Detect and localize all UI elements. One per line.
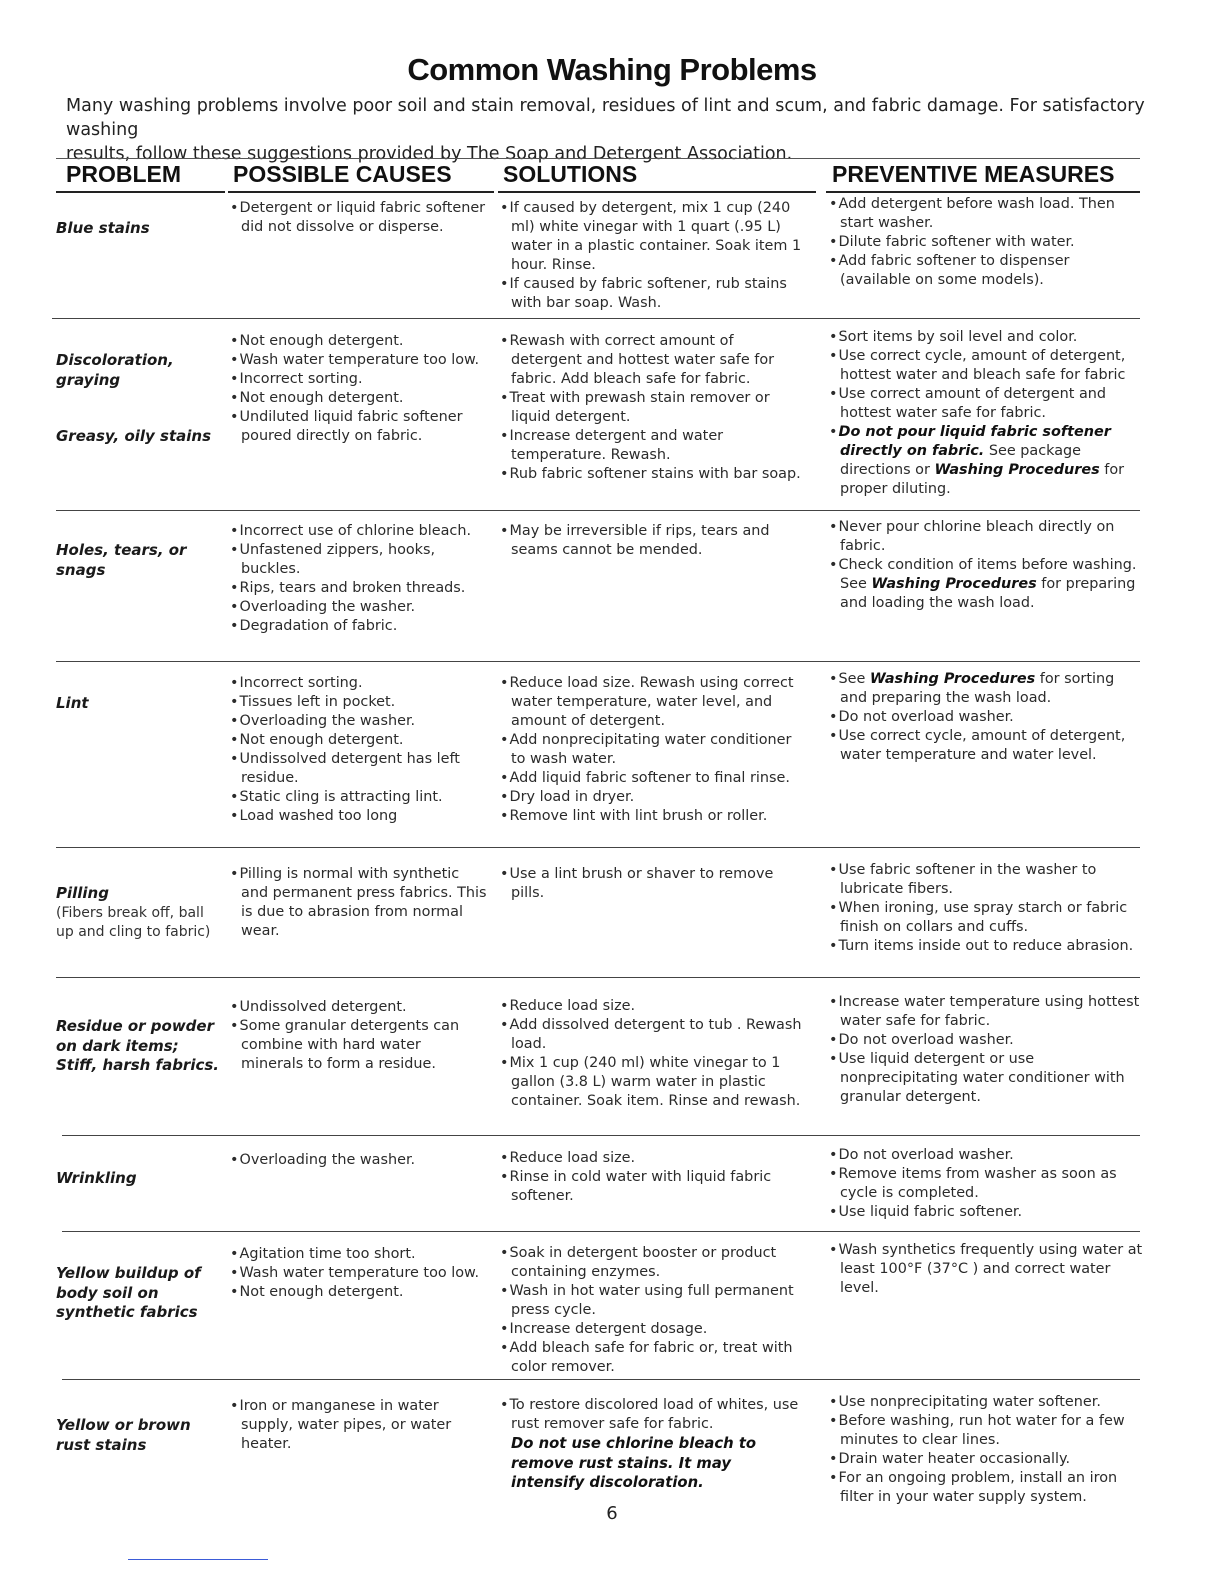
list-item: • Degradation of fabric. — [230, 617, 480, 636]
page-title: Common Washing Problems — [407, 52, 817, 87]
list-item: • Detergent or liquid fabric softener did not dissolve or disperse. — [230, 199, 488, 237]
list-item: • Dilute fabric softener with water. — [829, 233, 1144, 252]
rust-warning: Do not use chlorine bleach to remove rust stains. It may intensify discoloration. — [511, 1435, 757, 1491]
causes-wrinkling — [230, 1151, 480, 1170]
list-item: • Do not overload washer. — [829, 708, 1144, 727]
plain-text: for sorting and preparing the wash load. — [840, 671, 1115, 706]
list-item — [829, 423, 1144, 499]
problem-line: Discoloration, — [56, 351, 174, 369]
list-item: • Overloading the washer. — [230, 1151, 480, 1170]
list-item: • If caused by detergent, mix 1 cup (240 ml) white vinegar with 1 quart (.95 L) water in a plastic container. Soak item 1 hour. Rinse. — [500, 199, 802, 275]
preventive-rust-stains — [829, 1393, 1144, 1507]
washing-procedures-reference: Washing Procedures — [869, 671, 1036, 687]
list-item: • Not enough detergent. — [230, 332, 480, 351]
causes-lint — [230, 674, 480, 826]
problem-lint: Lint — [56, 694, 89, 712]
preventive-wrinkling — [829, 1146, 1144, 1222]
list-item: • Undissolved detergent. — [230, 998, 480, 1017]
list-item: • For an ongoing problem, install an iron filter in your water supply system. — [829, 1469, 1144, 1507]
row-divider — [56, 661, 1140, 662]
header-possible-causes: POSSIBLE CAUSES — [233, 161, 452, 187]
list-item: • Rewash with correct amount of detergent and hottest water safe for fabric. Add bleach safe for fabric. — [500, 332, 802, 389]
list-item: • Increase water temperature using hottest water safe for fabric. — [829, 993, 1144, 1031]
list-item: • Rinse in cold water with liquid fabric softener. — [500, 1168, 790, 1206]
problem-line: Residue or powder — [56, 1017, 214, 1035]
list-item: • Do not overload washer. — [829, 1031, 1144, 1050]
plain-text: See — [840, 576, 872, 592]
problem-line: Yellow buildup of — [56, 1264, 201, 1282]
row-divider — [52, 318, 1140, 319]
list-item: • Check condition of items before washing. — [829, 556, 1144, 575]
plain-text: for preparing and loading the wash load. — [840, 576, 1136, 611]
problem-line: graying — [56, 370, 121, 389]
solutions-residue — [500, 997, 802, 1111]
list-item: • Wash water temperature too low. — [230, 351, 480, 370]
list-item: • Pilling is normal with synthetic and permanent press fabrics. This is due to abrasion from normal wear. — [230, 865, 488, 941]
list-item: • Use fabric softener in the washer to lubricate fibers. — [829, 861, 1144, 899]
problem-holes-tears-snags: Holes, tears, or snags — [56, 541, 187, 579]
problem-discoloration — [56, 351, 221, 447]
list-item: • If caused by fabric softener, rub stains with bar soap. Wash. — [500, 275, 802, 313]
list-item: • To restore discolored load of whites, use rust remover safe for fabric. — [500, 1396, 802, 1434]
list-item: • May be irreversible if rips, tears and seams cannot be mended. — [500, 522, 790, 560]
row-divider — [56, 977, 1140, 978]
causes-holes — [230, 522, 480, 636]
solutions-wrinkling — [500, 1149, 790, 1206]
causes-residue — [230, 998, 480, 1074]
row-divider — [62, 1379, 1140, 1380]
problem-pilling-description: (Fibers break off, ball up and cling to fabric) — [56, 904, 211, 940]
list-item: • Reduce load size. — [500, 1149, 790, 1168]
list-item: • Use correct amount of detergent and hottest water safe for fabric. — [829, 385, 1144, 423]
list-item: • Use nonprecipitating water softener. — [829, 1393, 1144, 1412]
problem-residue — [56, 1017, 221, 1076]
list-item: • Undiluted liquid fabric softener poured directly on fabric. — [230, 408, 480, 446]
list-item: • Add detergent before wash load. Then start washer. — [829, 195, 1144, 233]
problem-rust-stains — [56, 1416, 221, 1455]
list-item: • Add bleach safe for fabric or, treat with color remover. — [500, 1339, 802, 1377]
problem-line: body soil on — [56, 1283, 159, 1302]
list-item: • Not enough detergent. — [230, 1283, 480, 1302]
preventive-pilling — [829, 861, 1144, 956]
washing-procedures-reference: Washing Procedures — [934, 462, 1100, 478]
list-item: • Incorrect sorting. — [230, 674, 480, 693]
list-item: • Wash water temperature too low. — [230, 1264, 480, 1283]
list-item: • Incorrect use of chlorine bleach. — [230, 522, 480, 541]
washing-procedures-reference: Washing Procedures — [871, 576, 1037, 592]
causes-rust-stains — [230, 1397, 480, 1454]
list-item: • When ironing, use spray starch or fabric finish on collars and cuffs. — [829, 899, 1144, 937]
list-item: • Use correct cycle, amount of detergent, water temperature and water level. — [829, 727, 1144, 765]
list-item: • Rub fabric softener stains with bar soap. — [500, 465, 802, 484]
row-divider — [62, 1231, 1140, 1232]
list-item: • Undissolved detergent has left residue. — [230, 750, 480, 788]
list-item: • Reduce load size. Rewash using correct water temperature, water level, and amount of detergent. — [500, 674, 802, 731]
list-item: • Remove lint with lint brush or roller. — [500, 807, 802, 826]
list-item: • Reduce load size. — [500, 997, 802, 1016]
list-item: • Soak in detergent booster or product containing enzymes. — [500, 1244, 802, 1282]
list-item: • Add liquid fabric softener to final rinse. — [500, 769, 802, 788]
plain-text: for proper diluting. — [840, 462, 1125, 497]
list-item: • Overloading the washer. — [230, 598, 480, 617]
problem-wrinkling: Wrinkling — [56, 1169, 137, 1187]
list-item: • Wash synthetics frequently using water at least 100°F (37°C ) and correct water level. — [829, 1241, 1147, 1298]
preventive-holes — [829, 518, 1144, 613]
row-divider — [56, 510, 1140, 511]
solutions-blue-stains — [500, 199, 802, 313]
page-number: 6 — [606, 1503, 618, 1524]
problem-blue-stains: Blue stains — [56, 219, 150, 237]
list-item: • Wash in hot water using full permanent press cycle. — [500, 1282, 802, 1320]
emphasis-text: Do not pour liquid fabric softener directly on fabric. — [838, 424, 1111, 459]
list-item: • Use liquid detergent or use nonprecipitating water conditioner with granular detergent. — [829, 1050, 1144, 1107]
header-rule-problem — [56, 191, 225, 193]
list-item: • Before washing, run hot water for a few minutes to clear lines. — [829, 1412, 1144, 1450]
header-preventive-measures: PREVENTIVE MEASURES — [832, 161, 1115, 187]
list-item: • Agitation time too short. — [230, 1245, 480, 1264]
list-item: • Add nonprecipitating water conditioner to wash water. — [500, 731, 802, 769]
list-item: • Some granular detergents can combine with hard water minerals to form a residue. — [230, 1017, 480, 1074]
problem-line: on dark items; — [56, 1036, 179, 1055]
list-item: • Not enough detergent. — [230, 731, 480, 750]
preventive-yellow-buildup — [829, 1241, 1147, 1298]
list-item: • Increase detergent dosage. — [500, 1320, 802, 1339]
solutions-rust-stains — [500, 1396, 802, 1493]
list-item: • Sort items by soil level and color. — [829, 328, 1144, 347]
plain-text: See — [838, 671, 870, 687]
header-rule-causes — [228, 191, 494, 193]
list-item: • Dry load in dryer. — [500, 788, 802, 807]
solutions-pilling — [500, 865, 785, 903]
plain-text: See package directions or — [840, 443, 1082, 478]
intro-line-2: results, follow these suggestions provided by The Soap and Detergent Association. — [66, 144, 793, 164]
row-divider — [56, 847, 1140, 848]
preventive-residue — [829, 993, 1144, 1107]
problem-line: Stiff, harsh fabrics. — [56, 1056, 219, 1074]
list-item: • Rips, tears and broken threads. — [230, 579, 480, 598]
list-item: • Use liquid fabric softener. — [829, 1203, 1144, 1222]
solutions-discoloration — [500, 332, 802, 484]
intro-line-1: Many washing problems involve poor soil and stain removal, residues of lint and scum, and fabric damage. For satisfactory washing — [66, 96, 1145, 140]
list-item: • Iron or manganese in water supply, water pipes, or water heater. — [230, 1397, 480, 1454]
list-item: • Turn items inside out to reduce abrasion. — [829, 937, 1144, 956]
problem-line: synthetic fabrics — [56, 1303, 198, 1321]
list-item: • Remove items from washer as soon as cycle is completed. — [829, 1165, 1144, 1203]
header-rule-solutions — [498, 191, 816, 193]
list-item: • Unfastened zippers, hooks, buckles. — [230, 541, 480, 579]
list-item: • Add dissolved detergent to tub . Rewash load. — [500, 1016, 802, 1054]
list-item: • Mix 1 cup (240 ml) white vinegar to 1 gallon (3.8 L) warm water in plastic container. Soak item. Rinse and rewash. — [500, 1054, 802, 1111]
solutions-holes — [500, 522, 790, 560]
problem-greasy-stains: Greasy, oily stains — [56, 427, 212, 445]
list-item: • Increase detergent and water temperature. Rewash. — [500, 427, 802, 465]
header-top-rule — [56, 158, 1140, 159]
preventive-blue-stains — [829, 195, 1144, 290]
solutions-yellow-buildup — [500, 1244, 802, 1377]
header-rule-preventive — [826, 191, 1140, 193]
list-item: • Treat with prewash stain remover or liquid detergent. — [500, 389, 802, 427]
list-item: • Use correct cycle, amount of detergent, hottest water and bleach safe for fabric — [829, 347, 1144, 385]
list-item: • Drain water heater occasionally. — [829, 1450, 1144, 1469]
intro-paragraph — [66, 94, 1146, 166]
list-item: • Not enough detergent. — [230, 389, 480, 408]
problem-yellow-buildup — [56, 1264, 221, 1323]
problem-pilling-cell — [56, 884, 216, 942]
problem-line: rust stains — [56, 1435, 147, 1454]
causes-blue-stains — [230, 199, 488, 237]
list-item: • Load washed too long — [230, 807, 480, 826]
causes-discoloration — [230, 332, 480, 446]
solutions-lint — [500, 674, 802, 826]
header-problem: PROBLEM — [66, 161, 181, 187]
preventive-continuation — [829, 575, 1144, 613]
column-headers — [0, 161, 1224, 191]
list-item: • Overloading the washer. — [230, 712, 480, 731]
list-item: • Tissues left in pocket. — [230, 693, 480, 712]
row-divider — [62, 1135, 1140, 1136]
causes-yellow-buildup — [230, 1245, 480, 1302]
problem-pilling: Pilling — [56, 884, 109, 902]
footer-link-underline — [128, 1559, 268, 1560]
causes-pilling — [230, 865, 488, 941]
list-item: • Use a lint brush or shaver to remove pills. — [500, 865, 785, 903]
problem-line: Yellow or brown — [56, 1416, 191, 1434]
list-item: • Static cling is attracting lint. — [230, 788, 480, 807]
preventive-lint — [829, 670, 1144, 765]
list-item: • Add fabric softener to dispenser (available on some models). — [829, 252, 1144, 290]
list-item — [829, 670, 1144, 708]
header-solutions: SOLUTIONS — [503, 161, 638, 187]
preventive-discoloration — [829, 328, 1144, 499]
list-item: • Incorrect sorting. — [230, 370, 480, 389]
list-item: • Do not overload washer. — [829, 1146, 1144, 1165]
list-item: • Never pour chlorine bleach directly on fabric. — [829, 518, 1144, 556]
